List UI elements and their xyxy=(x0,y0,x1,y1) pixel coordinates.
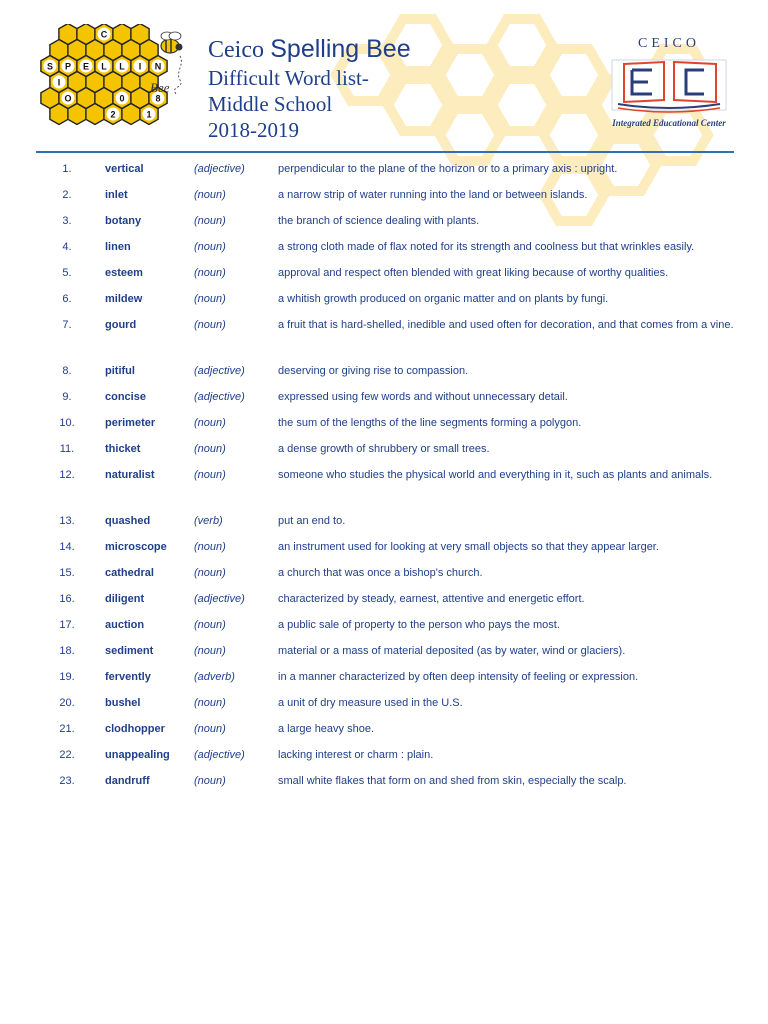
word-number: 1. xyxy=(62,163,72,175)
word-number: 7. xyxy=(62,319,72,331)
word-row xyxy=(0,290,768,312)
word-term: thicket xyxy=(105,443,141,455)
header-divider xyxy=(36,151,734,153)
word-definition: characterized by steady, earnest, attentive and energetic effort. xyxy=(278,593,585,605)
honeycomb-letter: L xyxy=(101,61,107,72)
word-part-of-speech: (adjective) xyxy=(194,749,245,761)
word-row xyxy=(0,616,768,638)
word-part-of-speech: (noun) xyxy=(194,215,226,227)
title-block xyxy=(208,34,411,143)
honeycomb-cell xyxy=(68,104,86,125)
word-part-of-speech: (noun) xyxy=(194,775,226,787)
word-part-of-speech: (noun) xyxy=(194,697,226,709)
title-brand: Ceico xyxy=(208,37,264,63)
word-definition: deserving or giving rise to compassion. xyxy=(278,365,469,377)
word-term: concise xyxy=(105,391,146,403)
word-row xyxy=(0,564,768,586)
honeycomb-letter: N xyxy=(154,61,162,72)
word-term: esteem xyxy=(105,267,143,279)
word-term: microscope xyxy=(105,541,167,553)
word-definition: the sum of the lengths of the line segments forming a polygon. xyxy=(278,417,582,429)
honeycomb-letter: 0 xyxy=(119,93,125,104)
word-number: 18. xyxy=(59,645,75,657)
word-term: pitiful xyxy=(105,365,135,377)
word-number: 3. xyxy=(62,215,72,227)
word-part-of-speech: (adverb) xyxy=(194,671,235,683)
word-term: clodhopper xyxy=(105,723,165,735)
word-row xyxy=(0,668,768,690)
word-row xyxy=(0,642,768,664)
word-term: naturalist xyxy=(105,469,155,481)
word-row xyxy=(0,414,768,436)
word-definition: an instrument used for looking at very small objects so that they appear larger. xyxy=(278,541,659,553)
word-term: diligent xyxy=(105,593,145,605)
word-part-of-speech: (noun) xyxy=(194,723,226,735)
word-row xyxy=(0,466,768,508)
honeycomb-letter: S xyxy=(46,61,54,72)
word-definition: a narrow strip of water running into the land or between islands. xyxy=(278,189,588,201)
word-part-of-speech: (adjective) xyxy=(194,391,245,403)
word-row xyxy=(0,538,768,560)
word-number: 20. xyxy=(59,697,75,709)
word-part-of-speech: (noun) xyxy=(194,267,226,279)
subtitle-year: 2018-2019 xyxy=(208,118,299,142)
word-definition: someone who studies the physical world and everything in it, such as plants and animals. xyxy=(278,469,713,481)
ceico-tagline: Integrated Educational Center xyxy=(612,118,726,128)
word-definition: expressed using few words and without unnecessary detail. xyxy=(278,391,568,403)
word-definition: a whitish growth produced on organic matter and on plants by fungi. xyxy=(278,293,609,305)
word-number: 13. xyxy=(59,515,75,527)
word-part-of-speech: (adjective) xyxy=(194,365,245,377)
word-row xyxy=(0,746,768,768)
title-main: Spelling Bee xyxy=(270,35,411,63)
word-part-of-speech: (adjective) xyxy=(194,593,245,605)
word-row xyxy=(0,212,768,234)
honeycomb-letter: I xyxy=(57,77,61,88)
ceico-logo-name: CEICO xyxy=(638,36,700,51)
word-part-of-speech: (noun) xyxy=(194,319,226,331)
word-number: 6. xyxy=(62,293,72,305)
word-part-of-speech: (noun) xyxy=(194,567,226,579)
word-definition: lacking interest or charm : plain. xyxy=(278,749,434,761)
word-row xyxy=(0,512,768,534)
word-part-of-speech: (noun) xyxy=(194,619,226,631)
word-row xyxy=(0,388,768,410)
bee-script-text: Bee xyxy=(150,80,170,95)
honeycomb-cell xyxy=(50,104,68,125)
word-part-of-speech: (noun) xyxy=(194,189,226,201)
honeycomb-cell xyxy=(122,104,140,125)
word-row xyxy=(0,720,768,742)
word-term: bushel xyxy=(105,697,141,709)
word-definition: a public sale of property to the person who pays the most. xyxy=(278,619,560,631)
word-term: perimeter xyxy=(105,417,156,429)
word-part-of-speech: (noun) xyxy=(194,469,226,481)
word-definition: a large heavy shoe. xyxy=(278,723,375,735)
word-part-of-speech: (noun) xyxy=(194,293,226,305)
word-part-of-speech: (noun) xyxy=(194,645,226,657)
subtitle-level: Middle School xyxy=(208,92,333,116)
page-header xyxy=(0,0,768,152)
word-definition: a fruit that is hard-shelled, inedible and used often for decoration, and that comes from a vine. xyxy=(278,319,734,331)
word-term: fervently xyxy=(105,671,151,683)
word-definition: approval and respect often blended with great liking because of worthy qualities. xyxy=(278,267,669,279)
word-number: 15. xyxy=(59,567,75,579)
word-part-of-speech: (adjective) xyxy=(194,163,245,175)
word-term: botany xyxy=(105,215,142,227)
page-title xyxy=(208,34,411,65)
honeycomb-letter: C xyxy=(100,29,108,40)
honeycomb-letter: L xyxy=(119,61,125,72)
word-number: 5. xyxy=(62,267,72,279)
honeycomb-letter: E xyxy=(82,61,90,72)
word-number: 8. xyxy=(62,365,72,377)
word-part-of-speech: (noun) xyxy=(194,241,226,253)
word-definition: material or a mass of material deposited (as by water, wind or glaciers). xyxy=(278,645,626,657)
word-number: 16. xyxy=(59,593,75,605)
word-term: inlet xyxy=(105,189,128,201)
word-number: 23. xyxy=(59,775,75,787)
word-row xyxy=(0,694,768,716)
word-row xyxy=(0,772,768,794)
honeycomb-letter: 8 xyxy=(155,93,161,104)
word-term: gourd xyxy=(105,319,137,331)
word-row xyxy=(0,264,768,286)
word-number: 12. xyxy=(59,469,75,481)
word-term: linen xyxy=(105,241,131,253)
word-definition: the branch of science dealing with plants. xyxy=(278,215,480,227)
word-row xyxy=(0,440,768,462)
word-number: 22. xyxy=(59,749,75,761)
word-term: unappealing xyxy=(105,749,170,761)
word-number: 10. xyxy=(59,417,75,429)
honeycomb-letter: O xyxy=(64,93,72,104)
honeycomb-cell xyxy=(86,104,104,125)
honeycomb-letter: 1 xyxy=(146,109,152,120)
ceico-logo xyxy=(604,36,734,134)
word-definition: a strong cloth made of flax noted for its strength and coolness but that wrinkles easily. xyxy=(278,241,695,253)
word-row xyxy=(0,316,768,358)
word-number: 14. xyxy=(59,541,75,553)
word-number: 9. xyxy=(62,391,72,403)
word-term: quashed xyxy=(105,515,151,527)
word-definition: perpendicular to the plane of the horizon or to a primary axis : upright. xyxy=(278,163,618,175)
word-part-of-speech: (verb) xyxy=(194,515,223,527)
word-part-of-speech: (noun) xyxy=(194,541,226,553)
word-row xyxy=(0,186,768,208)
word-number: 4. xyxy=(62,241,72,253)
word-number: 21. xyxy=(59,723,75,735)
word-row xyxy=(0,238,768,260)
honeycomb-letter: I xyxy=(138,61,142,72)
honeycomb-letter: P xyxy=(64,61,72,72)
word-number: 2. xyxy=(62,189,72,201)
word-definition: in a manner characterized by often deep intensity of feeling or expression. xyxy=(278,671,639,683)
word-row xyxy=(0,362,768,384)
word-part-of-speech: (noun) xyxy=(194,443,226,455)
subtitle-word-list: Difficult Word list- xyxy=(208,66,369,90)
spelling-bee-honeycomb-logo xyxy=(30,24,190,130)
word-number: 17. xyxy=(59,619,75,631)
honeycomb-letter: 2 xyxy=(110,109,116,120)
word-term: cathedral xyxy=(105,567,154,579)
word-term: vertical xyxy=(105,163,144,175)
word-term: auction xyxy=(105,619,145,631)
word-term: mildew xyxy=(105,293,143,305)
word-definition: a church that was once a bishop's church. xyxy=(278,567,483,579)
word-definition: put an end to. xyxy=(278,515,346,527)
word-term: dandruff xyxy=(105,775,150,787)
word-row xyxy=(0,160,768,182)
word-definition: a unit of dry measure used in the U.S. xyxy=(278,697,463,709)
word-definition: a dense growth of shrubbery or small trees. xyxy=(278,443,490,455)
word-row xyxy=(0,590,768,612)
word-term: sediment xyxy=(105,645,154,657)
word-number: 19. xyxy=(59,671,75,683)
open-book-icon xyxy=(604,56,734,118)
word-part-of-speech: (noun) xyxy=(194,417,226,429)
word-number: 11. xyxy=(59,443,75,455)
word-definition: small white flakes that form on and shed from skin, especially the scalp. xyxy=(278,775,627,787)
